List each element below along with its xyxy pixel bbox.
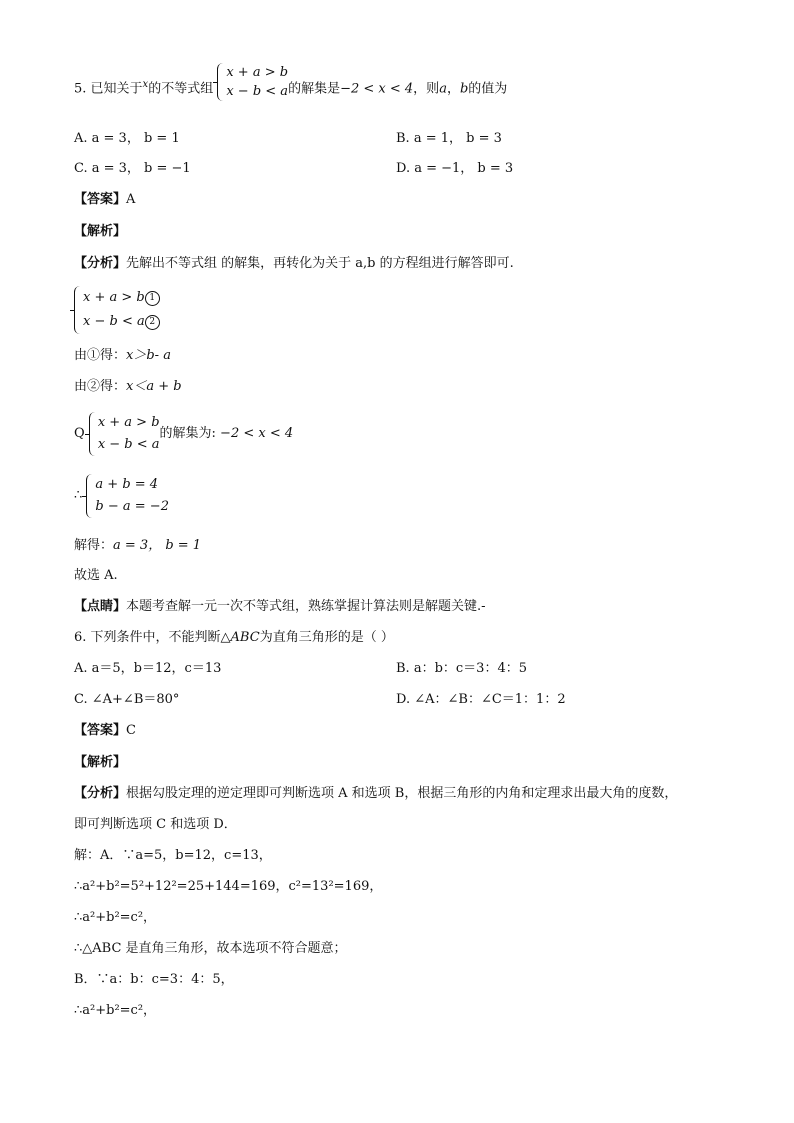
q5-because-row1: x + a > b [97, 415, 160, 430]
q6-solution-line: ∴a²+b²=c²， [74, 1003, 157, 1018]
q5-answer-label: 【答案】 [74, 192, 127, 207]
q6-option-d: D. ∠A：∠B：∠C＝1：1：2 [396, 692, 566, 707]
q5-stem [74, 64, 508, 101]
q5-work-row2: x − b < a [83, 314, 145, 329]
q5-step2-pre: 由②得： [74, 379, 127, 394]
q5-option-d: D. a = −1， b = 3 [396, 161, 514, 176]
q6-fenxi [74, 785, 677, 803]
therefore-symbol-icon: ∴ [74, 488, 83, 503]
q5-analysis-label: 【解析】 [74, 224, 127, 239]
q5-therefore-row1: a + b = 4 [95, 477, 159, 492]
q5-var-a: a [439, 81, 447, 97]
q5-option-b: B. a = 1， b = 3 [396, 131, 502, 146]
q5-work-row1: x + a > b [83, 290, 145, 305]
q5-answer-value: A [126, 192, 136, 207]
circle-two-icon: 2 [145, 315, 160, 330]
q5-stem-pre: 5. 已知关于 [74, 81, 143, 97]
q5-therefore [74, 474, 169, 518]
q5-sys-row1: x + a > b [226, 64, 289, 80]
q5-solution-set: −2 < x < 4 [340, 81, 414, 97]
q5-option-c: C. a = 3， b = −1 [74, 161, 191, 176]
q5-step2 [74, 378, 182, 396]
q5-work-system [74, 286, 160, 334]
q5-dianjing [74, 598, 486, 616]
q5-dianjing-label: 【点睛】 [74, 599, 127, 614]
q5-because-row2: x − b < a [97, 437, 160, 452]
circle-one-icon: 1 [145, 291, 160, 306]
q5-step1-pre: 由①得： [74, 348, 127, 363]
q5-because-set: −2 < x < 4 [220, 426, 294, 441]
q5-inequality-system [217, 63, 288, 101]
q5-var-b: b [459, 81, 469, 97]
q5-stem-post-a: 的解集是 [288, 81, 341, 97]
q5-choose: 故选 A. [74, 568, 118, 583]
brace-icon [74, 286, 83, 334]
q5-stem-post-b: ，则 [413, 81, 440, 97]
q5-sys-row2: x − b < a [226, 83, 289, 99]
q6-stem-post: 为直角三角形的是（ ） [259, 630, 394, 645]
q5-stem-end: 的值为 [468, 81, 508, 97]
q5-answer [74, 191, 135, 209]
q5-stem-mid: 的不等式组 [148, 81, 214, 97]
q5-solve-expr: a = 3， b = 1 [113, 538, 202, 553]
q5-sep: ， [446, 81, 460, 97]
q5-dianjing-text: 本题考查解一元一次不等式组，熟练掌握计算法则是解题关键.- [126, 599, 486, 614]
q6-answer [74, 722, 136, 740]
q6-solution-line: ∴△ABC 是直角三角形，故本选项不符合题意； [74, 941, 347, 956]
q5-therefore-row2: b − a = −2 [95, 499, 169, 514]
q6-answer-label: 【答案】 [74, 723, 127, 738]
q6-fenxi-line2: 即可判断选项 C 和选项 D． [74, 817, 237, 832]
q5-option-a: A. a = 3， b = 1 [74, 131, 180, 146]
q5-step1-expr: x＞b- a [126, 348, 171, 363]
q5-fenxi-text: 先解出不等式组 的解集，再转化为关于 a,b 的方程组进行解答即可. [126, 256, 514, 271]
q6-option-a: A. a＝5，b＝12，c＝13 [74, 661, 222, 676]
q6-answer-value: C [126, 723, 136, 738]
because-symbol-icon: Q [74, 426, 85, 441]
q5-fenxi [74, 255, 514, 273]
q5-var-x: x [142, 79, 149, 90]
q5-because [74, 412, 293, 456]
q5-step2-expr: x＜a + b [126, 379, 182, 394]
q6-analysis-label: 【解析】 [74, 755, 127, 770]
q5-therefore-sys [86, 474, 169, 518]
q5-step1 [74, 347, 171, 365]
q5-work-sys [74, 286, 160, 334]
q6-fenxi-label: 【分析】 [74, 786, 127, 801]
brace-icon [89, 412, 98, 456]
q6-stem [74, 629, 394, 647]
q5-because-sys [89, 412, 160, 456]
q5-solve-pre: 解得： [74, 538, 114, 553]
q6-solution-line: ∴a²+b²=c²， [74, 910, 157, 925]
q6-solution-line: ∴a²+b²=5²+12²=25+144=169，c²=13²=169， [74, 879, 383, 894]
brace-icon [217, 63, 226, 101]
q6-stem-tri: △ABC [220, 630, 260, 645]
q5-because-text: 的解集为: [159, 426, 221, 441]
q6-option-b: B. a：b：c＝3：4：5 [396, 661, 527, 676]
q6-solution-line: 解：A．∵a=5，b=12，c=13， [74, 848, 272, 863]
q6-option-c: C. ∠A+∠B＝80° [74, 692, 180, 707]
brace-icon [86, 474, 95, 518]
q6-stem-pre: 6. 下列条件中，不能判断 [74, 630, 221, 645]
q5-solve [74, 537, 201, 555]
q6-fenxi-line1: 根据勾股定理的逆定理即可判断选项 A 和选项 B，根据三角形的内角和定理求出最大角的度数， [126, 786, 678, 801]
q6-solution-line: B．∵a：b：c=3：4：5， [74, 972, 234, 987]
q5-fenxi-label: 【分析】 [74, 256, 127, 271]
